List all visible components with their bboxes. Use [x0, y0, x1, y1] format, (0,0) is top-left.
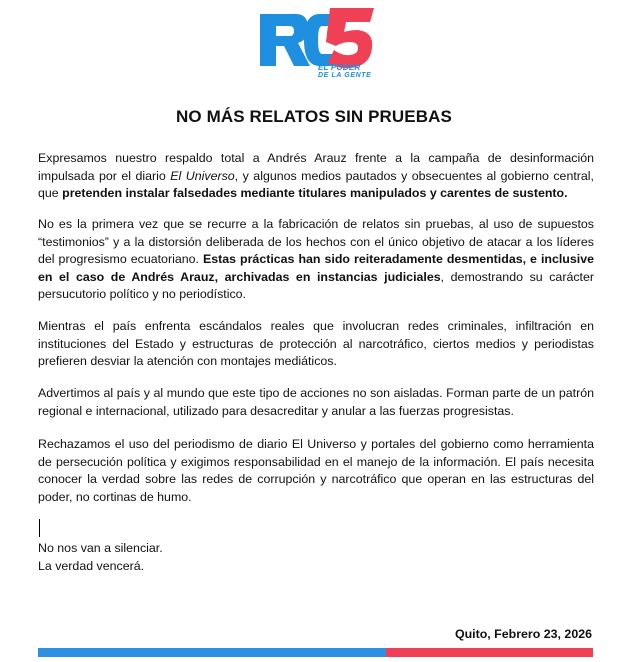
logo-r-shape [260, 14, 310, 66]
logo-5-shape [326, 8, 374, 68]
p1-text-c: , y algunos medios pautados y obsecuentes al gobierno central, que [38, 168, 594, 200]
page-title: NO MÁS RELATOS SIN PRUEBAS [176, 107, 452, 126]
logo-tagline-line2: DE LA GENTE [318, 72, 372, 79]
paragraph-3: Mientras el país enfrenta escándalos reales que involucran redes criminales, infiltración en instituciones del Estado y estructuras de protección al narcotráfico, ciertos medios y periodistas prefieren desviar la atención con montajes mediáticos. [38, 319, 594, 368]
p1-newspaper-name: El Universo [170, 168, 235, 183]
paragraph-4: Advertimos al país y al mundo que este tipo de acciones no son aisladas. Forman parte de un patrón regional e internacional, utilizado para desacreditar y anular a las fuerzas progresistas. [38, 386, 594, 418]
p2-bold-text: Estas prácticas han sido reiteradamente desmentidas, e inclusive en el caso de Andrés Arauz, archivadas en instancias judiciales [38, 252, 594, 284]
closing-statements [38, 540, 163, 575]
closing-line-2: La verdad vencerá. [38, 558, 145, 573]
footer-bar-blue [38, 648, 386, 657]
logo-tagline-line1: EL PODER [318, 63, 361, 72]
closing-line-1: No nos van a silenciar. [38, 541, 163, 555]
date-line: Quito, Febrero 23, 2026 [454, 627, 592, 641]
text-cursor [39, 519, 40, 537]
footer-bar-red [386, 648, 593, 657]
p2-text-c: , demostrando su carácter persucutorio político y no periodístico. [38, 269, 594, 301]
paragraph-1 [38, 150, 594, 203]
p1-bold-text: pretenden instalar falsedades mediante titulares manipulados y carentes de sustento. [62, 186, 568, 200]
p2-text-a: No es la primera vez que se recurre a la fabricación de relatos sin pruebas, al uso de supuestos “testimonios” y a la distorsión deliberada de los hechos con el único objetivo de atacar a los líderes del progresismo ecuatoriano. [38, 217, 594, 266]
paragraph-2 [38, 216, 594, 304]
logo-tagline [318, 64, 382, 80]
p1-text-a: Expresamos nuestro respaldo total a Andrés Arauz frente a la campaña de desinformación impulsada por el diario [38, 151, 594, 183]
paragraph-5: Rechazamos el uso del periodismo de diario El Universo y portales del gobierno como herramienta de persecución política y exigimos responsabilidad en el manejo de la información. El país necesita conocer la verdad sobre las redes de corrupción y narcotráfico que operan en las estructuras del poder, no cortinas de humo. [38, 437, 594, 504]
